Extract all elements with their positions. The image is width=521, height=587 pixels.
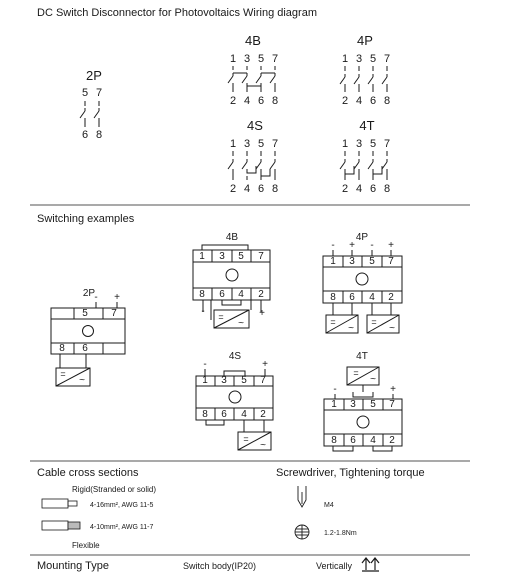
wiring-4s-terminal: 6: [257, 183, 265, 195]
switching-4s-minus: -: [203, 359, 207, 370]
switching-4t-minus: -: [333, 384, 337, 395]
switching-4b-terminal: 5: [238, 251, 244, 262]
switching-4p: [323, 232, 402, 334]
switching-4p-terminal: 6: [349, 292, 355, 303]
switching-4t-terminal: 4: [370, 435, 376, 446]
wiring-4b-terminal: 7: [271, 53, 279, 65]
switching-2p-label: 2P: [82, 288, 96, 299]
wiring-4p-terminal: 1: [341, 53, 349, 65]
wiring-4p-contacts: [340, 66, 387, 92]
mounting-label: Mounting Type: [37, 560, 109, 572]
wiring-4s-terminal: 2: [229, 183, 237, 195]
switching-4b-terminal: 4: [238, 289, 244, 300]
switching-4t-label: 4T: [356, 351, 368, 362]
screw-head-icon: [295, 525, 309, 539]
switching-2p: [51, 288, 125, 386]
switching-title: Switching examples: [37, 213, 135, 225]
inverter-ac-symbol: ~: [79, 375, 85, 386]
wiring-4p-terminal: 6: [369, 95, 377, 107]
screwdriver-title: Screwdriver, Tightening torque: [276, 467, 425, 479]
switching-4t-terminal: 8: [331, 435, 337, 446]
mounting-orientation: Vertically: [316, 561, 353, 571]
wiring-4p-terminal: 5: [369, 53, 377, 65]
wiring-2p-terminal: 7: [95, 87, 103, 99]
switching-2p-minus: -: [94, 292, 98, 303]
switching-4b-minus: -: [201, 306, 205, 317]
wiring-4b-terminal: 4: [243, 95, 251, 107]
wiring-4s-terminal: 1: [229, 138, 237, 150]
wiring-4s-terminal: 7: [271, 138, 279, 150]
inverter-dc-symbol: =: [371, 317, 377, 327]
switching-2p-plus: +: [114, 292, 120, 303]
wiring-4s: [228, 118, 278, 195]
wiring-4b-terminal: 1: [229, 53, 237, 65]
wiring-4t-terminal: 5: [369, 138, 377, 150]
switching-4p-terminal: 4: [369, 292, 375, 303]
switching-2p-terminal: 6: [82, 343, 88, 354]
switching-4b-terminal: 8: [199, 289, 205, 300]
inverter-dc-symbol: =: [218, 312, 224, 322]
switching-4p-terminal: 3: [349, 256, 355, 267]
wiring-4t: [340, 118, 390, 195]
wiring-4p-terminal: 2: [341, 95, 349, 107]
wiring-4b: [228, 33, 278, 107]
switching-4t: [324, 351, 402, 451]
wiring-4b-label: 4B: [245, 33, 261, 48]
wiring-4b-terminal: 3: [243, 53, 251, 65]
screwdriver-size: M4: [324, 502, 334, 509]
wiring-4p-label: 4P: [357, 33, 373, 48]
switching-4t-terminal: 7: [389, 399, 395, 410]
switching-2p-terminal: 8: [59, 343, 65, 354]
inverter-dc-symbol: =: [353, 368, 359, 378]
wiring-4s-terminal: 4: [243, 183, 251, 195]
inverter-ac-symbol: ~: [260, 440, 266, 451]
screwdriver-torque: 1.2-1.8Nm: [324, 530, 357, 537]
cable-rigid-spec: 4-16mm², AWG 11-5: [90, 502, 154, 509]
switching-4s-terminal: 2: [260, 409, 266, 420]
switching-4b-terminal: 7: [258, 251, 264, 262]
wiring-4t-terminal: 2: [341, 183, 349, 195]
wiring-4p-terminal: 7: [383, 53, 391, 65]
wiring-2p-contacts: [80, 101, 99, 127]
cable-rigid-label: Rigid(Stranded or solid): [72, 485, 157, 494]
switching-2p-terminal: 7: [111, 308, 117, 319]
wiring-4t-contacts: [340, 151, 387, 180]
wiring-4p-terminal: 8: [383, 95, 391, 107]
wiring-4b-terminal: 8: [271, 95, 279, 107]
switching-4b-terminal: 3: [219, 251, 225, 262]
wiring-4t-terminal: 8: [383, 183, 391, 195]
wiring-4b-contacts: [228, 66, 275, 92]
flexible-wire-icon: [42, 521, 80, 530]
inverter-ac-symbol: ~: [389, 323, 395, 334]
switching-4b: [193, 232, 270, 329]
switching-4s-terminal: 1: [202, 375, 208, 386]
wiring-4t-terminal: 4: [355, 183, 363, 195]
inverter-ac-symbol: ~: [370, 374, 376, 385]
inverter-dc-symbol: =: [330, 317, 336, 327]
wiring-4t-terminal: 6: [369, 183, 377, 195]
switching-4p-label: 4P: [355, 232, 369, 243]
switching-4b-terminal: 1: [199, 251, 205, 262]
switching-4s: [196, 351, 273, 451]
double-up-arrow-icon: [362, 558, 379, 571]
switching-4s-terminal: 8: [202, 409, 208, 420]
wiring-4b-terminal: 5: [257, 53, 265, 65]
inverter-ac-symbol: ~: [238, 318, 244, 329]
switching-4s-terminal: 7: [260, 375, 266, 386]
switching-2p-terminal: 5: [82, 308, 88, 319]
wiring-2p: [80, 68, 102, 141]
switching-4t-terminal: 2: [389, 435, 395, 446]
wiring-4b-terminal: 2: [229, 95, 237, 107]
screwdriver-section: [276, 467, 425, 539]
switching-4s-terminal: 4: [241, 409, 247, 420]
switching-4b-label: 4B: [225, 232, 239, 243]
page-title: DC Switch Disconnector for Photovoltaics Wiring diagram: [37, 7, 317, 19]
wiring-2p-terminal: 6: [81, 129, 89, 141]
cable-title: Cable cross sections: [37, 467, 139, 479]
switching-4s-terminal: 5: [241, 375, 247, 386]
wiring-4t-label: 4T: [359, 118, 375, 133]
switching-4p-terminal: 1: [330, 256, 336, 267]
cable-flexible-spec: 4-10mm², AWG 11-7: [90, 524, 154, 531]
inverter-dc-symbol: =: [60, 369, 66, 379]
switching-4t-terminal: 1: [331, 399, 337, 410]
switching-4t-plus: +: [390, 384, 396, 395]
wiring-2p-terminal: 5: [81, 87, 89, 99]
switching-4s-terminal: 6: [221, 409, 227, 420]
wiring-4t-terminal: 7: [383, 138, 391, 150]
wiring-2p-terminal: 8: [95, 129, 103, 141]
switching-4p-minus: -: [331, 240, 335, 251]
switching-4p-terminal: 8: [330, 292, 336, 303]
switching-4p-terminal: 2: [388, 292, 394, 303]
switching-4p-plus: +: [388, 240, 394, 251]
wiring-2p-label: 2P: [86, 68, 102, 83]
switching-4p-plus: +: [349, 240, 355, 251]
cable-flexible-label: Flexible: [72, 541, 100, 550]
wiring-4p-terminal: 3: [355, 53, 363, 65]
wiring-4s-label: 4S: [247, 118, 263, 133]
switching-4p-minus: -: [370, 240, 374, 251]
wiring-4t-terminal: 1: [341, 138, 349, 150]
rigid-wire-icon: [42, 499, 77, 508]
switching-4b-terminal: 2: [258, 289, 264, 300]
wiring-4b-terminal: 6: [257, 95, 265, 107]
switching-4t-terminal: 5: [370, 399, 376, 410]
wiring-4p-terminal: 4: [355, 95, 363, 107]
switching-4t-terminal: 3: [350, 399, 356, 410]
inverter-ac-symbol: ~: [348, 323, 354, 334]
switching-4b-terminal: 6: [219, 289, 225, 300]
wiring-4s-contacts: [228, 151, 275, 180]
wiring-4s-terminal: 8: [271, 183, 279, 195]
wiring-4s-terminal: 3: [243, 138, 251, 150]
wiring-4s-terminal: 5: [257, 138, 265, 150]
switching-4t-terminal: 6: [350, 435, 356, 446]
mounting-section: [37, 558, 379, 572]
switching-4s-label: 4S: [228, 351, 242, 362]
switching-4s-terminal: 3: [221, 375, 227, 386]
switching-4p-terminal: 7: [388, 256, 394, 267]
switching-4s-plus: +: [262, 359, 268, 370]
inverter-dc-symbol: =: [243, 434, 249, 444]
screwdriver-icon: [298, 486, 306, 507]
switching-4p-terminal: 5: [369, 256, 375, 267]
wiring-4t-terminal: 3: [355, 138, 363, 150]
mounting-body: Switch body(IP20): [183, 561, 257, 571]
wiring-4p: [340, 33, 390, 107]
cable-section: [37, 467, 156, 550]
switching-4b-plus: +: [259, 308, 265, 319]
